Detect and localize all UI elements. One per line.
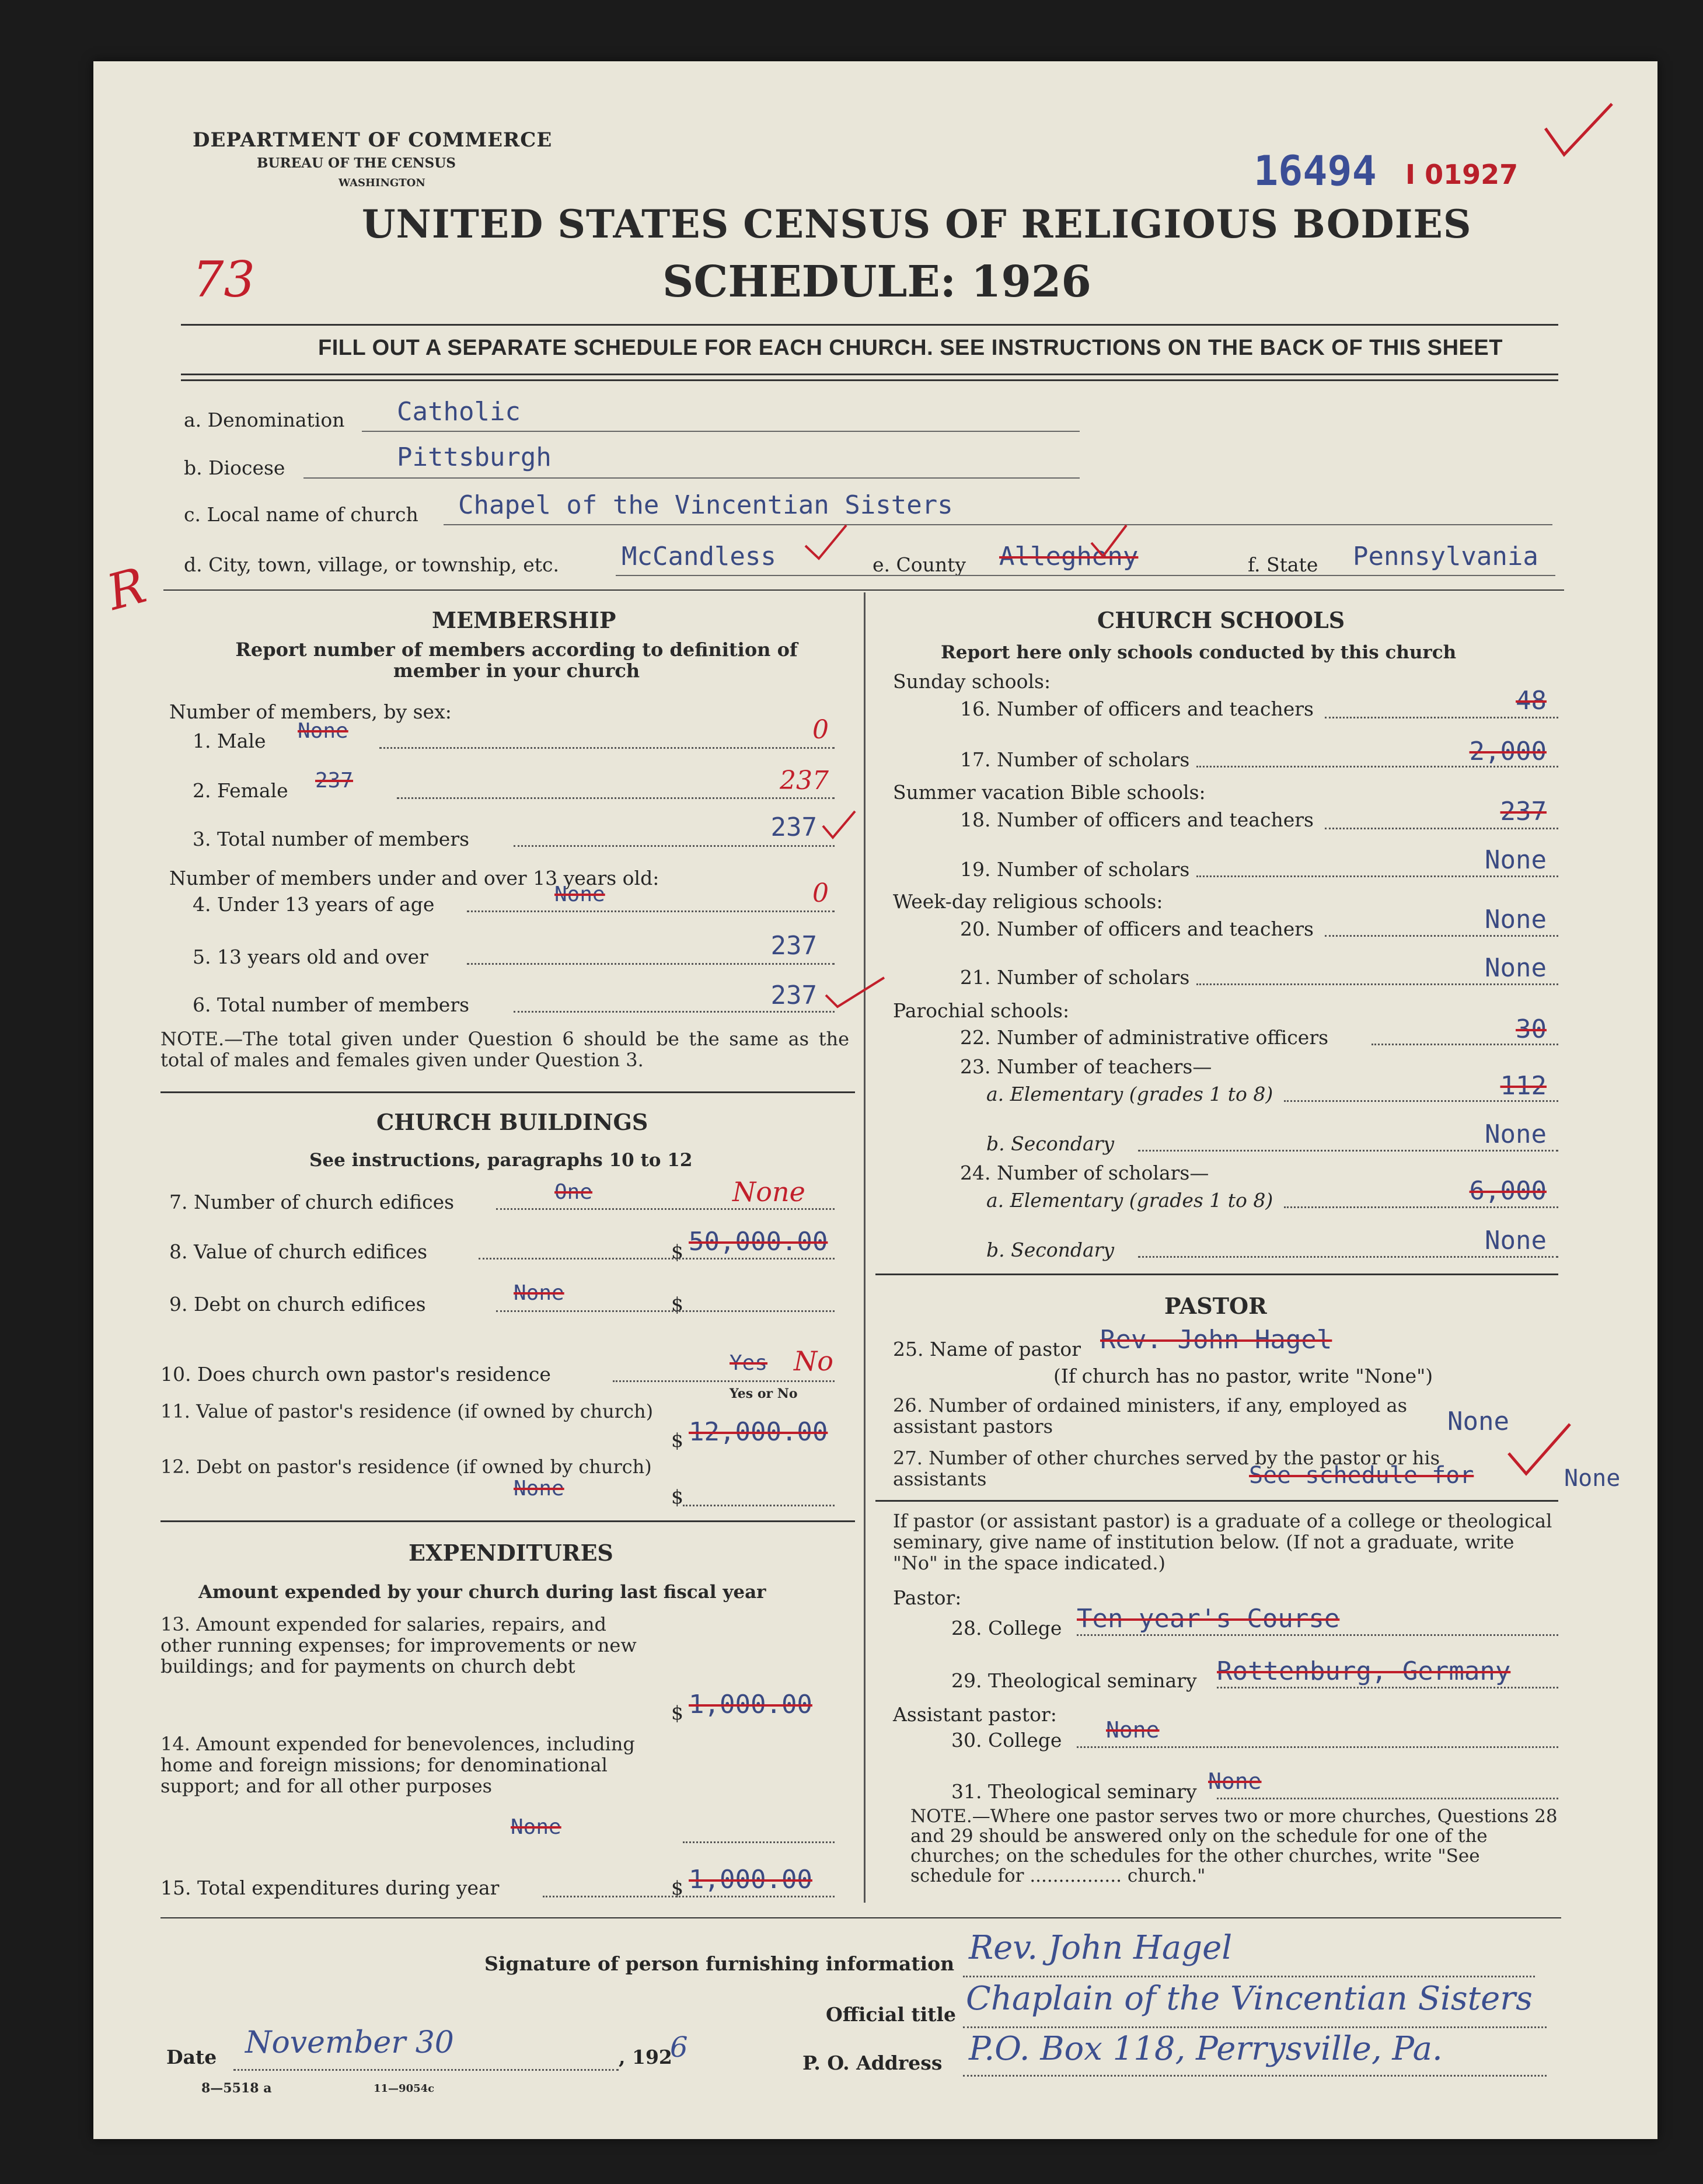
q24b-value[interactable]: None: [1485, 1226, 1547, 1255]
underline: [362, 431, 1080, 432]
signature-label: Signature of person furnishing information: [484, 1952, 955, 1975]
state-value[interactable]: Pennsylvania: [1353, 542, 1538, 571]
serial-number: 16494: [1254, 147, 1377, 195]
q11-value[interactable]: 12,000.00: [689, 1417, 828, 1447]
rule: [160, 1091, 855, 1093]
q11-label: 11. Value of pastor's residence (if owned by church): [160, 1400, 654, 1422]
q27-value[interactable]: See schedule for: [1249, 1462, 1474, 1489]
dotted-line: [1138, 1150, 1558, 1152]
checkmark-icon: [1088, 522, 1129, 560]
q31-value[interactable]: None: [1208, 1768, 1262, 1794]
po-address-label: P. O. Address: [802, 2052, 943, 2074]
rule: [163, 589, 1564, 591]
q1-original: None: [298, 719, 348, 743]
membership-heading: MEMBERSHIP: [432, 607, 616, 633]
dotted-line: [379, 747, 835, 749]
margin-r-mark: R: [101, 556, 152, 622]
q1-label: 1. Male: [193, 730, 266, 752]
form-title: UNITED STATES CENSUS OF RELIGIOUS BODIES: [362, 201, 1472, 247]
form-number: 8—5518 a: [201, 2081, 272, 2096]
q4-value[interactable]: 0: [812, 878, 829, 908]
checkmark-icon: [1541, 99, 1617, 163]
rule: [160, 1520, 855, 1522]
dotted-line: [613, 1380, 835, 1382]
rule: [875, 1274, 1558, 1275]
membership-note: NOTE.—The total given under Question 6 should be the same as the total of males and females given under Question 3.: [160, 1028, 849, 1071]
q10-value[interactable]: No: [794, 1345, 833, 1377]
q29-label: 29. Theological seminary: [951, 1669, 1197, 1692]
q7-value[interactable]: None: [732, 1176, 805, 1208]
dotted-line: [1325, 717, 1558, 718]
underline: [444, 524, 1552, 525]
q3-label: 3. Total number of members: [193, 828, 470, 850]
expenditures-heading: EXPENDITURES: [409, 1540, 613, 1566]
form-print-code: 11—9054c: [374, 2082, 435, 2095]
dotted-line: [1217, 1798, 1558, 1799]
q5-value[interactable]: 237: [770, 931, 817, 961]
q8-label: 8. Value of church edifices: [169, 1240, 428, 1263]
dollar-sign: $: [671, 1485, 683, 1508]
dotted-line: [1325, 828, 1558, 829]
q21-label: 21. Number of scholars: [960, 966, 1190, 989]
by-sex-label: Number of members, by sex:: [169, 700, 452, 723]
q6-label: 6. Total number of members: [193, 993, 470, 1016]
diocese-value[interactable]: Pittsburgh: [397, 442, 552, 472]
q15-label: 15. Total expenditures during year: [160, 1876, 500, 1899]
q28-value[interactable]: Ten year's Course: [1077, 1604, 1340, 1634]
dotted-line: [1138, 1256, 1558, 1258]
city-heading: WASHINGTON: [338, 177, 425, 189]
dotted-line: [514, 1011, 835, 1013]
instructions-line: FILL OUT A SEPARATE SCHEDULE FOR EACH CHURCH. SEE INSTRUCTIONS ON THE BACK OF THIS SHEET: [318, 336, 1503, 360]
pastor-heading: PASTOR: [1164, 1293, 1267, 1319]
q25-label: 25. Name of pastor: [893, 1338, 1081, 1360]
q23b-value[interactable]: None: [1485, 1119, 1547, 1149]
q17-label: 17. Number of scholars: [960, 748, 1190, 771]
q9-label: 9. Debt on church edifices: [169, 1293, 426, 1316]
signature-value[interactable]: Rev. John Hagel: [969, 1929, 1233, 1967]
bureau-heading: BUREAU OF THE CENSUS: [257, 155, 456, 171]
q23b-label: b. Secondary: [986, 1132, 1115, 1155]
dotted-line: [496, 1310, 835, 1312]
q27-extra: None: [1564, 1465, 1621, 1492]
q14-value[interactable]: None: [511, 1815, 561, 1839]
checkmark-icon: [1503, 1418, 1573, 1477]
date-label: Date: [166, 2046, 217, 2068]
q4-original: None: [554, 882, 605, 906]
q24a-value[interactable]: 6,000: [1469, 1176, 1547, 1206]
dotted-line: [683, 1841, 835, 1843]
q23a-label: a. Elementary (grades 1 to 8): [986, 1083, 1273, 1105]
q22-label: 22. Number of administrative officers: [960, 1026, 1329, 1049]
q2-label: 2. Female: [193, 779, 288, 802]
checkmark-icon: [823, 975, 887, 1010]
rule: [875, 1500, 1558, 1502]
pastor-sublabel: Pastor:: [893, 1586, 962, 1609]
dotted-line: [514, 845, 835, 847]
dotted-line: [467, 910, 835, 912]
q26-label: 26. Number of ordained ministers, if any, employed as assistant pastors: [893, 1394, 1407, 1438]
q2-value[interactable]: 237: [780, 766, 829, 796]
schedule-title: SCHEDULE: 1926: [662, 257, 1091, 307]
q14-label: 14. Amount expended for benevolences, including home and foreign missions; for denominational support; and for all other purposes: [160, 1733, 635, 1797]
q21-value[interactable]: None: [1485, 953, 1547, 983]
dotted-line: [479, 1258, 835, 1260]
margin-note: 73: [193, 251, 255, 308]
year-digit[interactable]: 6: [670, 2031, 688, 2064]
pastor-note: NOTE.—Where one pastor serves two or more churches, Questions 28 and 29 should be answered only on the schedule for one of the churches; on the schedules for the other churches, write "See schedule for ................ church.": [910, 1806, 1558, 1886]
q18-value[interactable]: 237: [1500, 797, 1547, 826]
dotted-line: [1284, 1100, 1558, 1102]
sunday-label: Sunday schools:: [893, 670, 1051, 693]
po-address-value[interactable]: P.O. Box 118, Perrysville, Pa.: [969, 2030, 1443, 2068]
denomination-label: a. Denomination: [184, 409, 345, 431]
q10-original: Yes: [730, 1351, 768, 1375]
buildings-subheading: See instructions, paragraphs 10 to 12: [309, 1150, 693, 1171]
q10-label: 10. Does church own pastor's residence: [160, 1363, 551, 1386]
church-name-value[interactable]: Chapel of the Vincentian Sisters: [458, 490, 953, 520]
weekday-label: Week-day religious schools:: [893, 890, 1163, 913]
expenditures-subheading: Amount expended by your church during last fiscal year: [198, 1582, 766, 1603]
dotted-line: [963, 2075, 1547, 2077]
dotted-line: [963, 2026, 1547, 2028]
schools-heading: CHURCH SCHOOLS: [1097, 607, 1345, 633]
q29-value[interactable]: Rottenburg, Germany: [1217, 1656, 1511, 1686]
q25-value[interactable]: Rev. John Hagel: [1100, 1325, 1332, 1355]
county-value[interactable]: Allegheny: [999, 542, 1139, 571]
q12-label: 12. Debt on pastor's residence (if owned by church): [160, 1456, 652, 1478]
parochial-label: Parochial schools:: [893, 999, 1070, 1022]
graduate-note: If pastor (or assistant pastor) is a graduate of a college or theological seminary, give name of institution below. (If not a graduate, write "No" in the space indicated.): [893, 1510, 1552, 1574]
assistant-sublabel: Assistant pastor:: [893, 1703, 1057, 1726]
q6-value[interactable]: 237: [770, 981, 817, 1010]
rule: [181, 324, 1558, 326]
summer-label: Summer vacation Bible schools:: [893, 781, 1206, 804]
state-label: f. State: [1248, 553, 1318, 576]
schools-subheading: Report here only schools conducted by this church: [941, 642, 1457, 663]
city-value[interactable]: McCandless: [622, 542, 776, 571]
dotted-line: [1217, 1687, 1558, 1688]
q4-label: 4. Under 13 years of age: [193, 893, 435, 916]
dotted-line: [233, 2069, 619, 2071]
dollar-sign: $: [671, 1876, 683, 1899]
received-stamp: I 01927: [1405, 159, 1519, 190]
dotted-line: [1077, 1634, 1558, 1636]
dotted-line: [1196, 983, 1558, 985]
q25-hint: (If church has no pastor, write "None"): [1053, 1365, 1433, 1387]
official-title-value[interactable]: Chaplain of the Vincentian Sisters: [966, 1980, 1533, 2018]
underline: [303, 477, 1080, 479]
q5-label: 5. 13 years old and over: [193, 946, 428, 968]
q12-value[interactable]: None: [514, 1477, 564, 1501]
dotted-line: [397, 797, 835, 799]
q16-label: 16. Number of officers and teachers: [960, 697, 1314, 720]
q27-label: 27. Number of other churches served by the pastor or his assistants: [893, 1447, 1440, 1490]
official-title-label: Official title: [826, 2003, 956, 2026]
department-heading: DEPARTMENT OF COMMERCE: [193, 128, 553, 152]
q26-value[interactable]: None: [1447, 1407, 1509, 1436]
dotted-line: [1196, 875, 1558, 877]
rule: [181, 374, 1558, 375]
q7-original: One: [554, 1180, 593, 1204]
q23-label: 23. Number of teachers—: [960, 1055, 1212, 1078]
q24a-label: a. Elementary (grades 1 to 8): [986, 1189, 1273, 1212]
dollar-sign: $: [671, 1240, 683, 1263]
q15-value[interactable]: 1,000.00: [689, 1865, 812, 1895]
dollar-sign: $: [671, 1293, 683, 1316]
dollar-sign: $: [671, 1701, 683, 1724]
q2-original: 237: [315, 769, 354, 793]
q10-hint: Yes or No: [730, 1386, 798, 1401]
dotted-line: [963, 1976, 1535, 1977]
diocese-label: b. Diocese: [184, 456, 285, 479]
q20-label: 20. Number of officers and teachers: [960, 917, 1314, 940]
city-label: d. City, town, village, or township, etc.: [184, 553, 560, 576]
underline: [616, 575, 1555, 576]
q30-label: 30. College: [951, 1729, 1062, 1752]
q13-label: 13. Amount expended for salaries, repairs, and other running expenses; for improvements or new buildings; and for payments on church debt: [160, 1613, 637, 1677]
dotted-line: [1284, 1206, 1558, 1208]
checkmark-icon: [820, 808, 858, 840]
q7-label: 7. Number of church edifices: [169, 1191, 455, 1213]
q3-value[interactable]: 237: [770, 812, 817, 842]
county-label: e. County: [873, 553, 966, 576]
rule: [160, 1917, 1561, 1918]
q13-value[interactable]: 1,000.00: [689, 1690, 812, 1719]
column-divider: [864, 592, 866, 1903]
dotted-line: [1372, 1044, 1558, 1045]
dotted-line: [543, 1896, 835, 1897]
q22-value[interactable]: 30: [1516, 1014, 1547, 1044]
membership-intro: Report number of members according to definition of member in your church: [235, 639, 798, 682]
q17-value[interactable]: 2,000: [1469, 737, 1547, 766]
q9-value[interactable]: None: [514, 1281, 564, 1305]
q19-value[interactable]: None: [1485, 845, 1547, 875]
date-value[interactable]: November 30: [245, 2025, 454, 2060]
denomination-value[interactable]: Catholic: [397, 397, 521, 427]
q16-value[interactable]: 48: [1516, 686, 1547, 716]
q24b-label: b. Secondary: [986, 1238, 1115, 1261]
dotted-line: [496, 1208, 835, 1210]
q23a-value[interactable]: 112: [1500, 1071, 1547, 1101]
q19-label: 19. Number of scholars: [960, 858, 1190, 881]
dotted-line: [1077, 1746, 1558, 1748]
q8-value[interactable]: 50,000.00: [689, 1227, 828, 1257]
q18-label: 18. Number of officers and teachers: [960, 808, 1314, 831]
by-age-label: Number of members under and over 13 years old:: [169, 867, 659, 889]
q31-label: 31. Theological seminary: [951, 1780, 1197, 1803]
dollar-sign: $: [671, 1429, 683, 1452]
rule: [181, 379, 1558, 381]
q30-value[interactable]: None: [1106, 1717, 1160, 1743]
year-prefix: , 192: [619, 2046, 672, 2068]
q20-value[interactable]: None: [1485, 905, 1547, 934]
q24-label: 24. Number of scholars—: [960, 1161, 1209, 1184]
church-name-label: c. Local name of church: [184, 503, 418, 526]
dotted-line: [683, 1505, 835, 1506]
q28-label: 28. College: [951, 1617, 1062, 1639]
dotted-line: [1196, 766, 1558, 767]
dotted-line: [467, 963, 835, 965]
checkmark-icon: [802, 522, 849, 563]
buildings-heading: CHURCH BUILDINGS: [376, 1109, 648, 1135]
dotted-line: [1325, 935, 1558, 937]
q1-value[interactable]: 0: [812, 715, 829, 745]
